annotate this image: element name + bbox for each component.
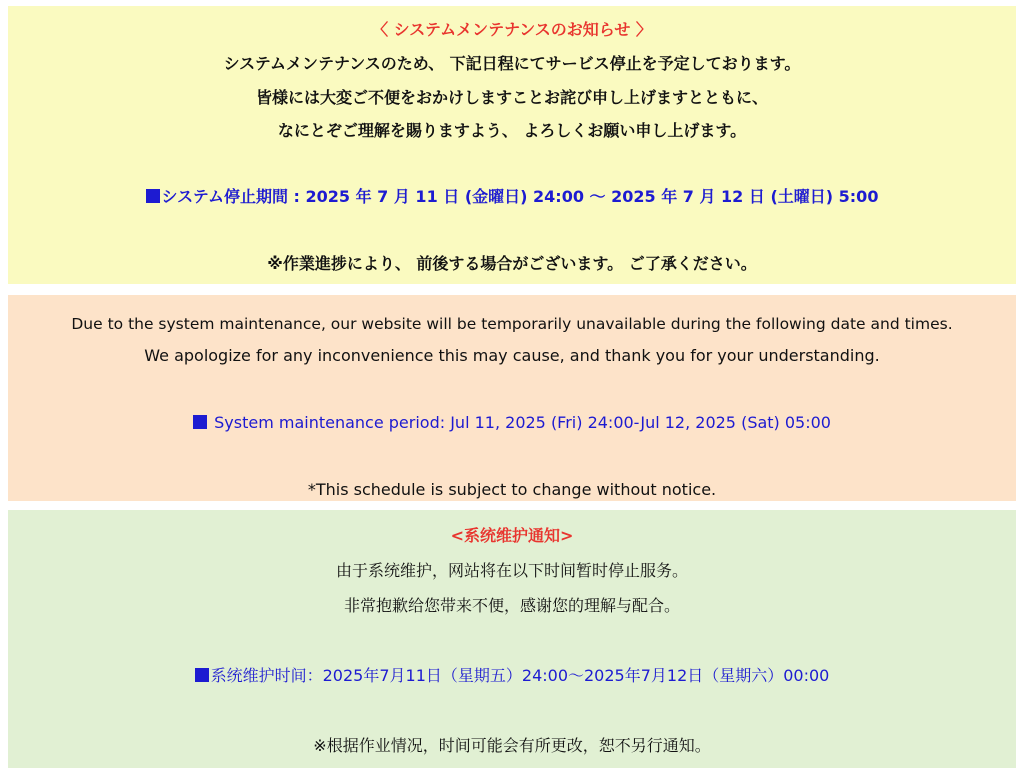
ja-period-text: システム停止期間 : 2025 年 7 月 11 日 (金曜日) 24:00 ～ 2025 年 7 月 12 日 (土曜日) 5:00	[161, 187, 879, 206]
zh-line-1: 由于系统维护，网站将在以下时间暂时停止服务。	[335, 561, 688, 580]
blue-square-icon	[193, 415, 207, 429]
ja-line-3: なにとぞご理解を賜りますよう、 よろしくお願い申し上げます。	[277, 121, 747, 140]
ja-line-1: システムメンテナンスのため、 下記日程にてサービス停止を予定しております。	[223, 54, 801, 73]
zh-title: <系统维护通知>	[450, 526, 574, 545]
en-maintenance-period	[8, 413, 1016, 433]
japanese-notice-panel	[8, 6, 1016, 284]
blue-square-icon	[195, 668, 209, 682]
en-period-text: System maintenance period: Jul 11, 2025 (Fri) 24:00-Jul 12, 2025 (Sat) 05:00	[214, 413, 831, 432]
zh-note: ※根据作业情况，时间可能会有所更改，恕不另行通知。	[313, 736, 711, 755]
en-note: *This schedule is subject to change without notice.	[307, 480, 717, 499]
zh-period-text: 系统维护时间：2025年7月11日（星期五）24:00～2025年7月12日（星期六）00:00	[210, 666, 830, 685]
zh-maintenance-period	[8, 666, 1016, 686]
ja-maintenance-period	[8, 187, 1016, 207]
en-line-1: Due to the system maintenance, our website will be temporarily unavailable during the following date and times.	[71, 315, 953, 333]
zh-line-2: 非常抱歉给您带来不便，感谢您的理解与配合。	[343, 596, 680, 615]
ja-title: 〈 システムメンテナンスのお知らせ 〉	[372, 20, 652, 39]
ja-line-2: 皆様には大変ご不便をおかけしますことお詫び申し上げますとともに、	[255, 88, 768, 107]
blue-square-icon	[146, 189, 160, 203]
chinese-notice-panel	[8, 510, 1016, 768]
en-line-2: We apologize for any inconvenience this may cause, and thank you for your understanding.	[144, 346, 880, 365]
english-notice-panel	[8, 295, 1016, 501]
ja-note: ※作業進捗により、 前後する場合がございます。 ご了承ください。	[267, 254, 757, 273]
